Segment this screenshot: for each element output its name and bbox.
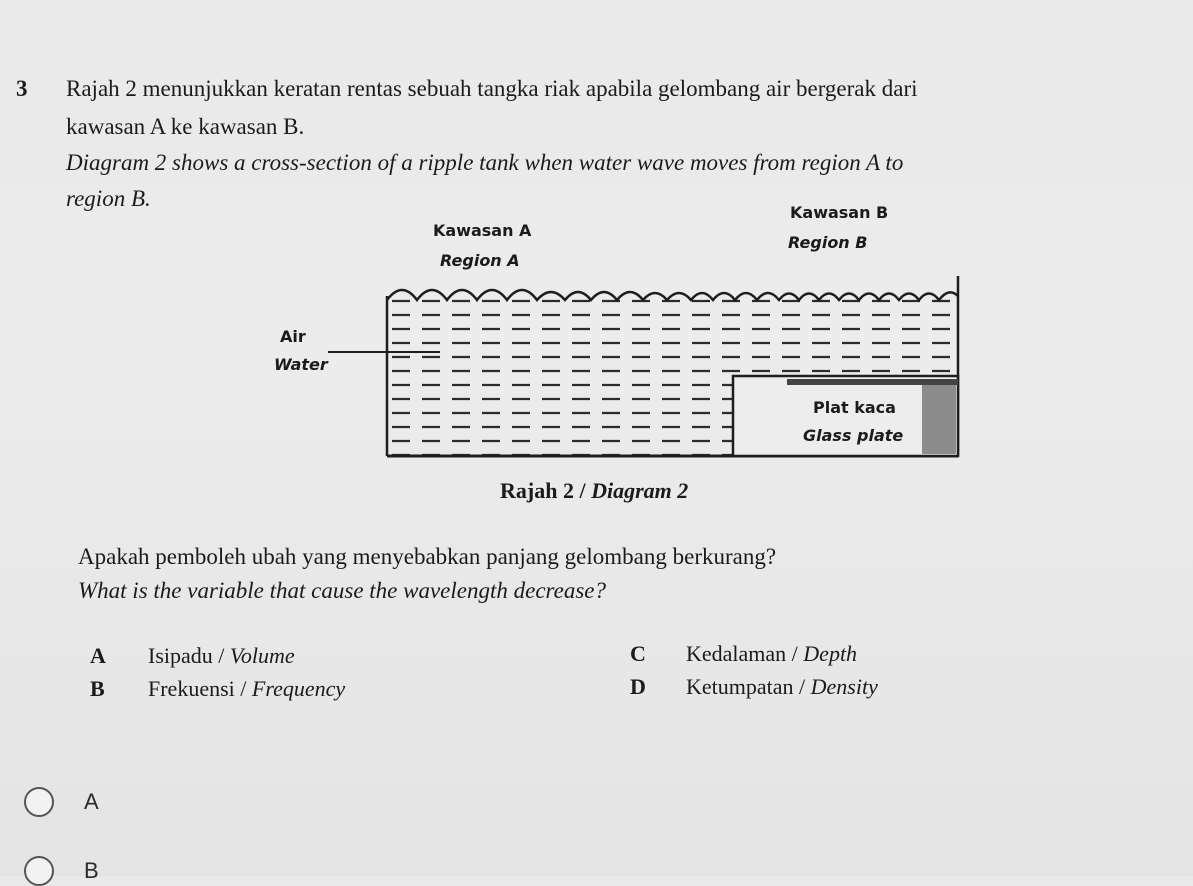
radio-b[interactable] <box>24 856 54 886</box>
label-kawasan-b: Kawasan B <box>790 203 889 222</box>
option-b-malay: Frekuensi / <box>148 676 252 701</box>
prompt-malay: Apakah pemboleh ubah yang menyebabkan panjang gelombang berkurang? <box>78 544 777 569</box>
option-a-letter: A <box>90 643 106 668</box>
option-b-english: Frequency <box>251 676 346 701</box>
label-region-b: Region B <box>788 233 868 252</box>
label-water: Water <box>274 355 328 374</box>
question-number: 3 <box>16 76 28 101</box>
question-malay-line-2: kawasan A ke kawasan B. <box>66 114 305 139</box>
answer-choice-a-label[interactable]: A <box>84 789 99 814</box>
label-plat-kaca: Plat kaca <box>813 398 896 417</box>
caption-english: Diagram 2 <box>591 478 689 503</box>
label-region-a: Region A <box>440 251 520 270</box>
option-d-english: Density <box>810 674 878 699</box>
option-a-english: Volume <box>229 643 295 668</box>
diagram-caption <box>500 478 688 504</box>
radio-a[interactable] <box>24 787 54 817</box>
option-b-text <box>148 676 345 702</box>
answer-choice-b[interactable] <box>24 856 99 886</box>
option-c-text <box>686 641 857 667</box>
option-d-malay: Ketumpatan / <box>686 674 811 699</box>
glass-plate-top-edge <box>787 379 958 385</box>
option-c-english: Depth <box>803 641 858 666</box>
question-english-line-2: region B. <box>66 186 151 211</box>
question-english-line-1: Diagram 2 shows a cross-section of a ripple tank when water wave moves from region A to <box>66 150 904 175</box>
option-c-malay: Kedalaman / <box>686 641 804 666</box>
question-malay-line-1: Rajah 2 menunjukkan keratan rentas sebuah tangka riak apabila gelombang air bergerak dari <box>66 76 918 101</box>
caption-malay: Rajah 2 / <box>500 478 592 503</box>
answer-choice-b-label[interactable]: B <box>84 858 99 883</box>
glass-plate-side <box>922 385 956 454</box>
option-d-letter: D <box>630 674 646 699</box>
option-d-text <box>686 674 878 700</box>
label-kawasan-a: Kawasan A <box>433 221 532 240</box>
label-glass-plate: Glass plate <box>803 426 904 445</box>
option-a-malay: Isipadu / <box>148 643 230 668</box>
option-b-letter: B <box>90 676 105 701</box>
answer-choice-a[interactable] <box>24 787 99 817</box>
prompt-english: What is the variable that cause the wavelength decrease? <box>78 578 607 603</box>
option-a-text <box>148 643 295 669</box>
option-c-letter: C <box>630 641 646 666</box>
label-air: Air <box>280 327 306 346</box>
